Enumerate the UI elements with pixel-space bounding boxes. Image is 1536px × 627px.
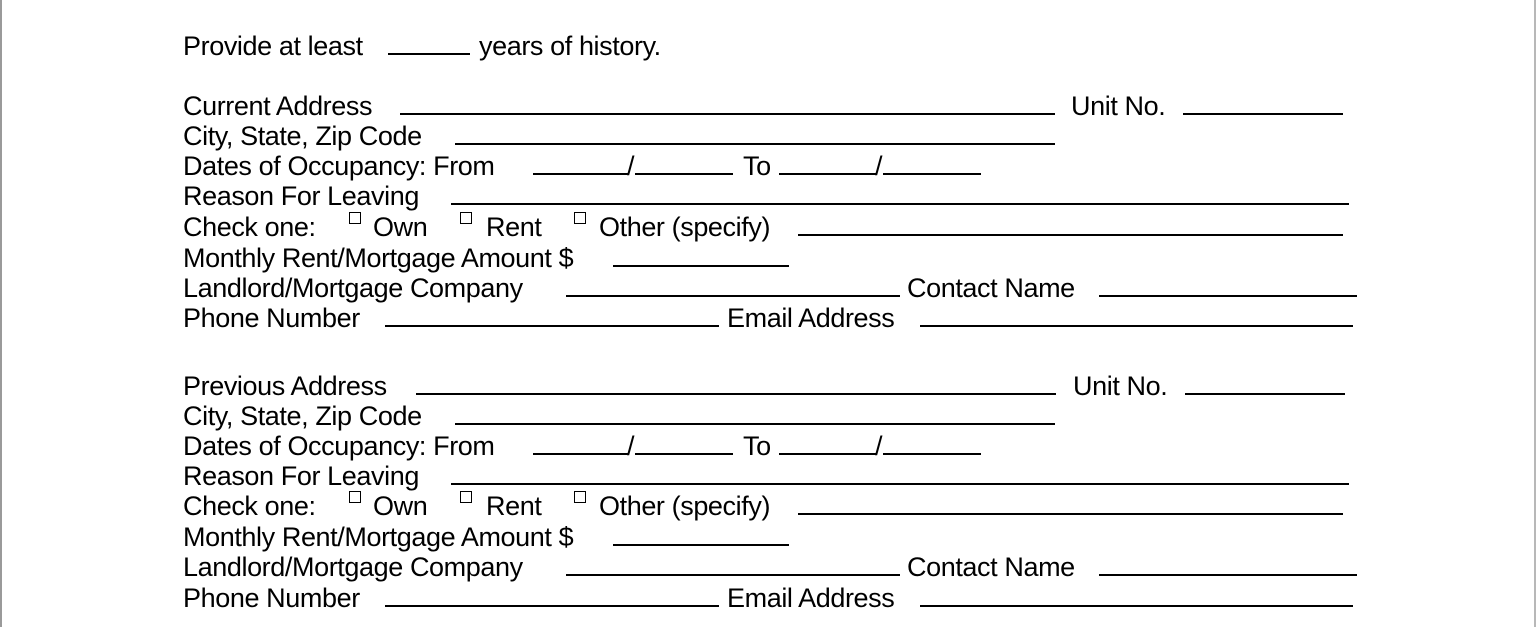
- previous-to-year-blank[interactable]: [883, 431, 981, 455]
- previous-from-slash: /: [627, 431, 635, 461]
- previous-other-label: Other (specify): [599, 491, 771, 521]
- previous-to-slash: /: [875, 431, 883, 461]
- previous-phone-blank[interactable]: [385, 583, 719, 607]
- previous-city-label: City, State, Zip Code: [183, 401, 422, 431]
- previous-unit-blank[interactable]: [1185, 371, 1345, 395]
- current-phone-blank[interactable]: [385, 303, 719, 327]
- current-landlord-blank[interactable]: [566, 273, 900, 297]
- previous-contact-blank[interactable]: [1099, 552, 1357, 576]
- current-address-blank[interactable]: [400, 91, 1055, 115]
- current-email-blank[interactable]: [920, 303, 1353, 327]
- previous-own-label: Own: [373, 491, 428, 521]
- previous-check-label: Check one:: [183, 491, 316, 521]
- current-city-label: City, State, Zip Code: [183, 121, 422, 151]
- previous-other-checkbox[interactable]: [574, 491, 586, 503]
- history-prefix: Provide at least: [183, 31, 363, 61]
- previous-address-blank[interactable]: [416, 371, 1056, 395]
- current-contact-blank[interactable]: [1099, 273, 1357, 297]
- current-other-checkbox[interactable]: [574, 212, 586, 224]
- previous-rent-label: Rent: [486, 491, 542, 521]
- years-blank[interactable]: [388, 31, 470, 55]
- previous-from-month-blank[interactable]: [533, 431, 629, 455]
- current-to-slash: /: [875, 151, 883, 181]
- current-other-blank[interactable]: [798, 212, 1343, 236]
- current-own-checkbox[interactable]: [349, 212, 361, 224]
- previous-rent-checkbox[interactable]: [460, 491, 472, 503]
- previous-own-checkbox[interactable]: [349, 491, 361, 503]
- current-rent-amount-label: Monthly Rent/Mortgage Amount $: [183, 243, 574, 273]
- previous-other-blank[interactable]: [798, 491, 1343, 515]
- previous-address-label: Previous Address: [183, 371, 387, 401]
- current-to-label: To: [743, 151, 771, 181]
- current-address-label: Current Address: [183, 91, 373, 121]
- current-unit-label: Unit No.: [1071, 91, 1166, 121]
- current-dates-label: Dates of Occupancy: From: [183, 151, 495, 181]
- previous-rent-amount-label: Monthly Rent/Mortgage Amount $: [183, 522, 574, 552]
- current-from-month-blank[interactable]: [533, 151, 629, 175]
- current-own-label: Own: [373, 212, 428, 242]
- previous-reason-blank[interactable]: [451, 461, 1349, 485]
- current-rent-label: Rent: [486, 212, 542, 242]
- previous-city-blank[interactable]: [455, 401, 1055, 425]
- previous-phone-label: Phone Number: [183, 583, 360, 613]
- current-from-year-blank[interactable]: [635, 151, 733, 175]
- current-check-label: Check one:: [183, 212, 316, 242]
- previous-from-year-blank[interactable]: [635, 431, 733, 455]
- current-email-label: Email Address: [727, 303, 895, 333]
- previous-unit-label: Unit No.: [1073, 371, 1168, 401]
- current-landlord-label: Landlord/Mortgage Company: [183, 273, 523, 303]
- current-phone-label: Phone Number: [183, 303, 360, 333]
- previous-email-blank[interactable]: [920, 583, 1353, 607]
- current-other-label: Other (specify): [599, 212, 771, 242]
- current-contact-label: Contact Name: [907, 273, 1075, 303]
- current-rent-checkbox[interactable]: [460, 212, 472, 224]
- current-rent-amount-blank[interactable]: [613, 243, 789, 267]
- current-to-month-blank[interactable]: [779, 151, 877, 175]
- current-city-blank[interactable]: [455, 121, 1055, 145]
- current-reason-label: Reason For Leaving: [183, 181, 419, 211]
- previous-reason-label: Reason For Leaving: [183, 461, 419, 491]
- previous-rent-amount-blank[interactable]: [613, 522, 789, 546]
- history-suffix: years of history.: [479, 31, 661, 61]
- current-reason-blank[interactable]: [451, 181, 1349, 205]
- previous-landlord-label: Landlord/Mortgage Company: [183, 552, 523, 582]
- current-to-year-blank[interactable]: [883, 151, 981, 175]
- previous-dates-label: Dates of Occupancy: From: [183, 431, 495, 461]
- previous-landlord-blank[interactable]: [566, 552, 900, 576]
- previous-to-label: To: [743, 431, 771, 461]
- previous-to-month-blank[interactable]: [779, 431, 877, 455]
- previous-email-label: Email Address: [727, 583, 895, 613]
- current-from-slash: /: [627, 151, 635, 181]
- current-unit-blank[interactable]: [1183, 91, 1343, 115]
- previous-contact-label: Contact Name: [907, 552, 1075, 582]
